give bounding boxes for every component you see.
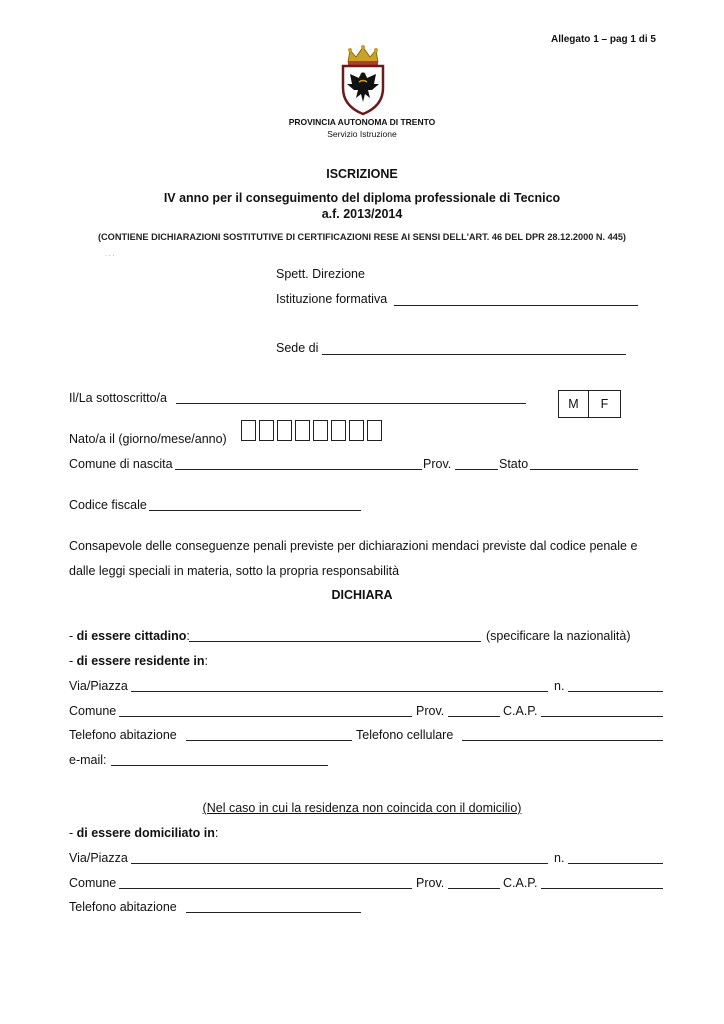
annex-label: Allegato 1 – pag 1 di 5 [550,34,656,45]
domicile-label [69,825,218,841]
birth-date-digit[interactable] [331,420,346,441]
home-phone-label: Telefono abitazione [69,728,177,742]
gender-m-box[interactable]: M [558,390,589,418]
birth-date-digit[interactable] [277,420,292,441]
email-label: e-mail: [69,753,107,767]
mobile-phone-field[interactable] [462,740,663,741]
domicile-text: di essere domiciliato in [76,826,215,840]
residence-city-label: Comune [69,704,117,718]
service-name: Servizio Istruzione [327,129,397,139]
legal-note: (CONTIENE DICHIARAZIONI SOSTITUTIVE DI CERTIFICAZIONI RESE AI SENSI DELL'ART. 46 DEL DPR 28.12.2000 N. 445) [97,232,626,242]
colon: : [214,826,219,840]
birth-date-digit[interactable] [241,420,256,441]
birth-date-digit[interactable] [259,420,274,441]
residence-text: di essere residente in [76,654,205,668]
domicile-number-label: n. [554,851,565,865]
birth-state-field[interactable] [530,469,638,470]
residence-label [69,653,208,669]
domicile-street-label: Via/Piazza [69,851,128,865]
sede-field-label: Sede di [276,341,319,355]
nationality-hint: (specificare la nazionalità) [486,629,631,643]
domicile-note-text: (Nel caso in cui la residenza non coincida con il domicilio) [202,801,522,815]
subscriber-name-field[interactable] [176,403,526,404]
declaration-text-2: dalle leggi speciali in materia, sotto la propria responsabilità [69,564,400,578]
mobile-phone-label: Telefono cellulare [356,728,454,742]
birth-state-label: Stato [499,457,529,471]
domicile-cap-label: C.A.P. [503,876,538,890]
residence-cap-label: C.A.P. [503,704,538,718]
gender-f-box[interactable]: F [588,390,621,418]
birthplace-field[interactable] [175,469,422,470]
coat-of-arms-icon [338,44,388,116]
residence-cap-field[interactable] [541,716,663,717]
domicile-street-field[interactable] [131,863,548,864]
form-title: ISCRIZIONE [326,167,398,181]
residence-number-field[interactable] [568,691,663,692]
birth-prov-label: Prov. [423,457,452,471]
birth-date-digit[interactable] [367,420,382,441]
tax-code-label: Codice fiscale [69,498,147,512]
citizenship-text: di essere cittadino [76,629,187,643]
dash: - [69,629,77,643]
birthplace-label: Comune di nascita [69,457,173,471]
institution-field-label: Istituzione formativa [276,292,388,306]
residence-city-field[interactable] [119,716,412,717]
sede-field[interactable] [322,354,626,355]
addressee-label: Spett. Direzione [276,267,365,281]
email-field[interactable] [111,765,328,766]
colon: : [186,629,190,643]
faint-mark: · · · [105,253,115,259]
residence-number-label: n. [554,679,565,693]
citizenship-label [69,628,190,644]
birth-date-digit[interactable] [349,420,364,441]
home-phone-field[interactable] [186,740,352,741]
form-subtitle: IV anno per il conseguimento del diploma professionale di Tecnico [163,191,561,205]
domicile-phone-field[interactable] [186,912,361,913]
domicile-city-field[interactable] [119,888,412,889]
domicile-prov-field[interactable] [448,888,500,889]
birth-date-label: Nato/a il (giorno/mese/anno) [69,432,227,446]
institution-field[interactable] [394,305,638,306]
dash: - [69,654,77,668]
colon: : [204,654,208,668]
residence-street-field[interactable] [131,691,548,692]
school-year: a.f. 2013/2014 [321,207,403,221]
domicile-phone-label: Telefono abitazione [69,900,177,914]
subscriber-label: Il/La sottoscritto/a [69,391,167,405]
birth-date-digit[interactable] [295,420,310,441]
residence-street-label: Via/Piazza [69,679,128,693]
domicile-cap-field[interactable] [541,888,663,889]
birth-date-digit[interactable] [313,420,328,441]
declares-heading: DICHIARA [331,588,393,602]
domicile-prov-label: Prov. [416,876,445,890]
domicile-city-label: Comune [69,876,117,890]
dash: - [69,826,77,840]
institution-name: PROVINCIA AUTONOMA DI TRENTO [288,117,436,127]
declaration-text-1: Consapevole delle conseguenze penali previste per dichiarazioni mendaci previste dal codice penale e [69,539,638,553]
domicile-note [0,800,724,816]
residence-prov-field[interactable] [448,716,500,717]
tax-code-field[interactable] [149,510,361,511]
birth-prov-field[interactable] [455,469,498,470]
residence-prov-label: Prov. [416,704,445,718]
citizenship-field[interactable] [189,641,481,642]
domicile-number-field[interactable] [568,863,663,864]
